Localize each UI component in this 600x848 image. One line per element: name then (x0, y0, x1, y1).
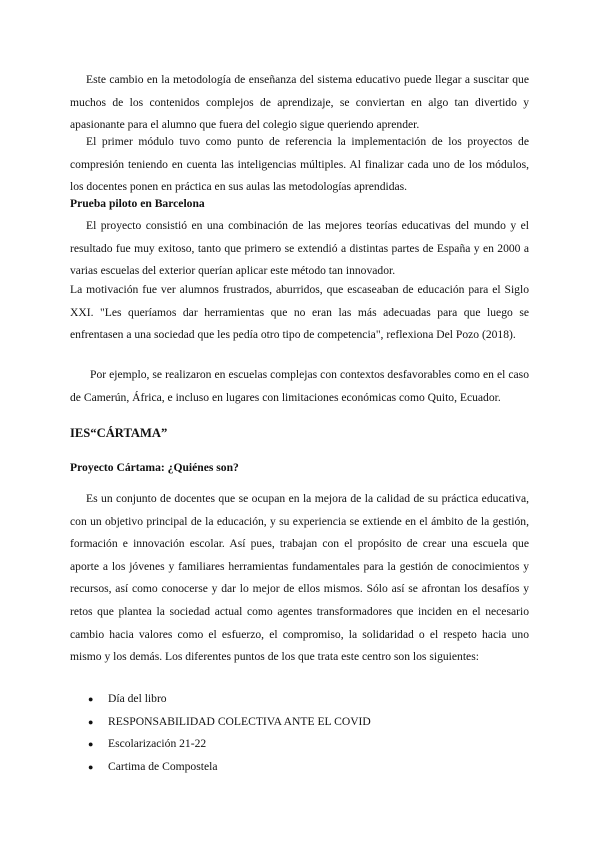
list-item (70, 733, 371, 756)
list-item-label: Escolarización 21-22 (108, 737, 207, 751)
bullet-icon: ● (88, 694, 94, 704)
heading-prueba-piloto: Prueba piloto en Barcelona (70, 197, 205, 210)
paragraph-motivacion: La motivación fue ver alumnos frustrados, aburridos, que escaseaban de educación para el Siglo XXI. "Les queríamos dar herramientas que no eran las más adecuadas para que luego se enfrentasen a una sociedad que les pedía otro tipo de competencia", reflexiona Del Pozo (2018). (70, 283, 529, 342)
paragraph-conjunto-docentes: Es un conjunto de docentes que se ocupan en la mejora de la calidad de su práctica educativa, con un objetivo principal de la educación, y su experiencia se extiende en el ámbito de la gestión, formación e innovación escolar. Así pues, trabajan con el propósito de crear una escuela que aporte a los jóvenes y familiares herramientas fundamentales para la gestión de conocimientos y recursos, así como conocerse y dar lo mejor de ellos mismos. Sólo así se afrontan los desafíos y retos que plantea la sociedad actual como agentes transformadores que inciden en el necesario cambio hacia valores como el esfuerzo, el compromiso, la solidaridad o el respeto hacia uno mismo y los demás. Los diferentes puntos de los que trata este centro son los siguientes: (70, 492, 529, 664)
list-item-label: RESPONSABILIDAD COLECTIVA ANTE EL COVID (108, 714, 371, 728)
bullet-icon: ● (88, 739, 94, 750)
heading-proyecto-cartama: Proyecto Cártama: ¿Quiénes son? (70, 461, 239, 474)
bullet-icon: ● (88, 761, 94, 772)
list-item (70, 711, 371, 734)
bullet-icon: ● (88, 716, 94, 727)
list-item-label: Cartima de Compostela (108, 759, 218, 773)
list-item (70, 756, 371, 779)
paragraph-por-ejemplo: Por ejemplo, se realizaron en escuelas complejas con contextos desfavorables como en el caso de Camerún, África, e incluso en lugares con limitaciones económicas como Quito, Ecuador. (70, 368, 529, 404)
paragraph-proyecto-consistio: El proyecto consistió en una combinación de las mejores teorías educativas del mundo y el resultado fue muy exitoso, tanto que primero se extendió a distintas partes de España y en 2000 a varias escuelas del exterior querían aplicar este método tan innovador. (70, 219, 529, 278)
list-item-label: Día del libro (108, 692, 167, 705)
paragraph-primer-modulo: El primer módulo tuvo como punto de referencia la implementación de los proyectos de compresión teniendo en cuenta las inteligencias múltiples. Al finalizar cada uno de los módulos, los docentes ponen en práctica en sus aulas las metodologías aprendidas. (70, 135, 529, 194)
topics-list (70, 688, 371, 778)
heading-ies-cartama: IES“CÁRTAMA” (70, 426, 168, 440)
list-item (70, 688, 371, 711)
paragraph-metodologia: Este cambio en la metodología de enseñanza del sistema educativo puede llegar a suscitar que muchos de los contenidos complejos de aprendizaje, se conviertan en algo tan divertido y apasionante para el alumno que fuera del colegio sigue queriendo aprender. (70, 73, 529, 132)
